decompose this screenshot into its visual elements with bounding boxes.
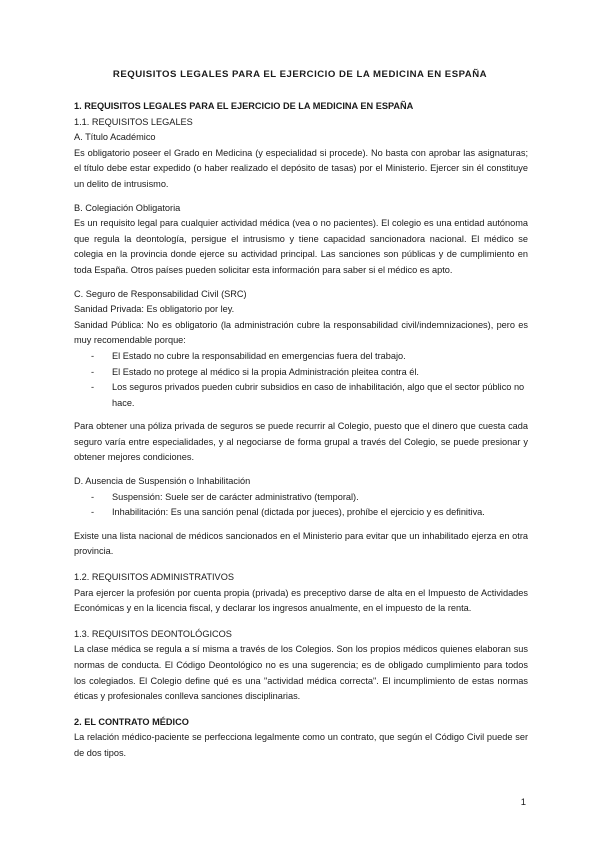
item-c-text: Para obtener una póliza privada de seguros se puede recurrir al Colegio, puesto que el dinero que cuesta cada seguro varía entre especialidades, y al negociarse de forma grupal a través del Colegio, se puede presionar y obtener mejores condiciones. (74, 421, 528, 463)
subsection-1-2-text: Para ejercer la profesión por cuenta propia (privada) es preceptivo darse de alta en el Impuesto de Actividades Económicas y en la licencia fiscal, y declarar los ingresos anualmente, en el impuesto de la renta. (74, 587, 528, 614)
subsection-1-1-heading: 1.1. REQUISITOS LEGALES (74, 116, 193, 127)
subsection-1-3-text: La clase médica se regula a sí misma a través de los Colegios. Son los propios médicos quienes elaboran sus normas de conducta. El Código Deontológico no es una sugerencia; es de obligado cumplimiento para todos los colegiados. El Colegio define qué es una "actividad médica correcta". El incumplimiento de estas normas éticas y profesionales conlleva sanciones disciplinarias. (74, 644, 528, 702)
item-a-text: Es obligatorio poseer el Grado en Medicina (y especialidad si procede). No basta con aprobar las asignaturas; el título debe estar expedido (o haber realizado el depósito de tasas) por el Ministerio. Ejercer sin él constituye un delito de intrusismo. (74, 147, 528, 189)
item-b-text: Es un requisito legal para cualquier actividad médica (vea o no pacientes). El colegio es una entidad autónoma que regula la deontología, persigue el intrusismo y tiene capacidad sancionadora nacional. El médico se colegia en la provincia donde ejerce su actividad principal. Las sanciones son públicas y de cumplimiento en toda España. Otros países pueden solicitar esta información para saber si el médico es apto. (74, 218, 528, 275)
subsection-1-3-heading: 1.3. REQUISITOS DEONTOLÓGICOS (74, 628, 232, 639)
item-c-list (74, 349, 528, 411)
item-a-title: A. Título Académico (74, 132, 156, 143)
item-d-text: Existe una lista nacional de médicos sancionados en el Ministerio para evitar que un inhabilitado ejerza en otra provincia. (74, 530, 528, 557)
item-c-private: Sanidad Privada: Es obligatorio por ley. (74, 304, 235, 315)
list-item: - Inhabilitación: Es una sanción penal (dictada por jueces), prohíbe el ejercicio y es definitiva. (100, 505, 528, 521)
document-body (74, 99, 528, 762)
section-2-text: La relación médico-paciente se perfecciona legalmente como un contrato, que según el Código Civil puede ser de dos tipos. (74, 732, 528, 758)
item-b-title: B. Colegiación Obligatoria (74, 202, 181, 213)
document-title: REQUISITOS LEGALES PARA EL EJERCICIO DE LA MEDICINA EN ESPAÑA (112, 69, 488, 80)
subsection-1-2-heading: 1.2. REQUISITOS ADMINISTRATIVOS (74, 572, 234, 583)
section-1-heading: 1. REQUISITOS LEGALES PARA EL EJERCICIO DE LA MEDICINA EN ESPAÑA (74, 101, 414, 111)
item-c-title: C. Seguro de Responsabilidad Civil (SRC) (74, 288, 247, 299)
section-2-heading: 2. EL CONTRATO MÉDICO (74, 716, 189, 727)
page-number: 1 (520, 797, 526, 808)
list-item: - Suspensión: Suele ser de carácter administrativo (temporal). (100, 490, 528, 506)
item-c-public: Sanidad Pública: No es obligatorio (la administración cubre la responsabilidad civil/indemnizaciones), pero es muy recomendable porque: (74, 319, 528, 346)
list-item: - El Estado no protege al médico si la propia Administración pleitea contra él. (100, 365, 528, 381)
list-item: - El Estado no cubre la responsabilidad en emergencias fuera del trabajo. (100, 349, 528, 365)
item-d-title: D. Ausencia de Suspensión o Inhabilitación (74, 476, 251, 487)
item-d-list (74, 490, 528, 521)
list-item: - Los seguros privados pueden cubrir subsidios en caso de inhabilitación, algo que el sector público no hace. (100, 380, 528, 411)
